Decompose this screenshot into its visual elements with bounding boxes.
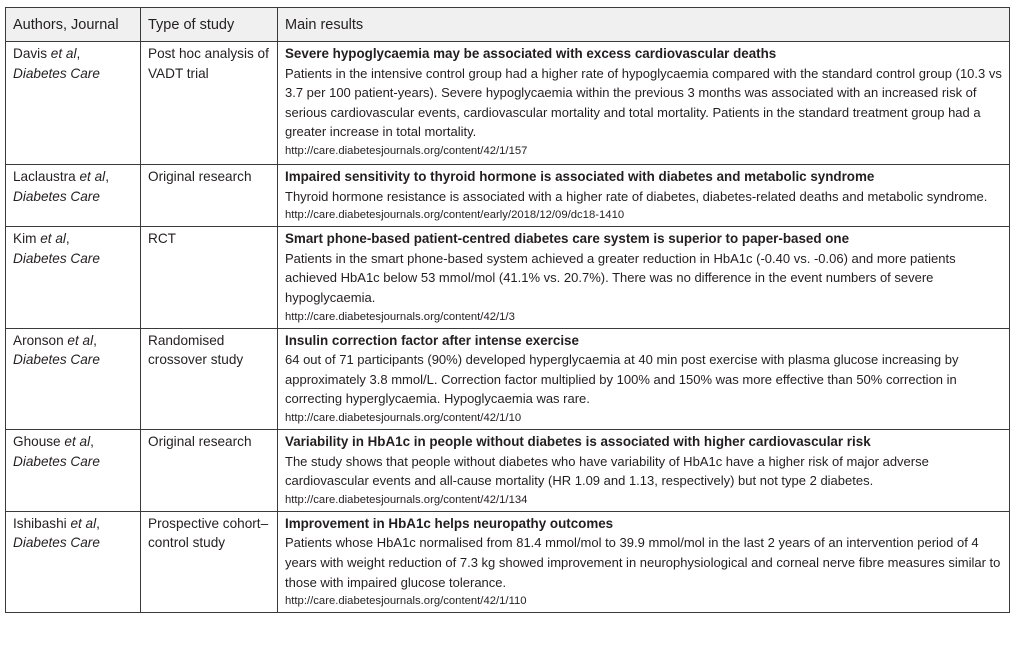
author-name: Ishibashi — [13, 515, 67, 531]
study-type: RCT — [141, 227, 278, 328]
result-description: Patients in the smart phone-based system achieved a greater reduction in HbA1c (-0.40 vs. -0.06) and more patients achieved HbA1c below 53 mmol/mol (41.1% vs. 20.7%). There was no difference in the event numbers of severe hypoglycaemia. — [285, 250, 956, 305]
journal-name: Diabetes Care — [13, 352, 100, 368]
result-link[interactable]: http://care.diabetesjournals.org/content/42/1/10 — [285, 411, 522, 424]
author-cell: Kim et al, Diabetes Care — [6, 227, 141, 328]
author-etal: et al — [67, 332, 94, 348]
result-cell — [278, 227, 1010, 328]
result-title: Improvement in HbA1c helps neuropathy outcomes — [285, 515, 614, 531]
author-name: Laclaustra — [13, 169, 76, 184]
author-cell: Aronson et al, Diabetes Care — [6, 328, 141, 429]
result-link[interactable]: http://care.diabetesjournals.org/content/early/2018/12/09/dc18-1410 — [285, 209, 625, 222]
author-etal: et al — [40, 231, 66, 247]
author-cell: Ghouse et al, Diabetes Care — [6, 429, 141, 511]
result-cell — [278, 165, 1010, 227]
author-name: Davis — [13, 46, 47, 61]
table-row — [6, 165, 1010, 227]
study-type: Randomised crossover study — [141, 328, 278, 429]
study-type: Prospective cohort–control study — [141, 511, 278, 612]
table-row — [6, 42, 1010, 165]
author-name: Ghouse — [13, 433, 61, 449]
journal-name: Diabetes Care — [13, 65, 100, 81]
header-type: Type of study — [141, 8, 278, 42]
table-row — [6, 328, 1010, 429]
result-cell — [278, 42, 1010, 165]
journal-name: Diabetes Care — [13, 250, 100, 266]
journal-name: Diabetes Care — [13, 535, 100, 551]
result-cell — [278, 511, 1010, 612]
table-row — [6, 511, 1010, 612]
study-type: Original research — [141, 429, 278, 511]
journal-name: Diabetes Care — [13, 188, 100, 204]
result-link[interactable]: http://care.diabetesjournals.org/content/42/1/134 — [285, 493, 528, 506]
result-description: Thyroid hormone resistance is associated with a higher rate of diabetes, diabetes-related deaths and metabolic syndrome. — [285, 188, 988, 204]
result-title: Impaired sensitivity to thyroid hormone is associated with diabetes and metabolic syndrome — [285, 169, 875, 184]
author-etal: et al — [50, 46, 77, 61]
author-cell: Laclaustra et al, Diabetes Care — [6, 165, 141, 227]
header-results: Main results — [278, 8, 1010, 42]
result-title: Severe hypoglycaemia may be associated with excess cardiovascular deaths — [285, 46, 777, 61]
journal-name: Diabetes Care — [13, 453, 100, 469]
result-description: Patients in the intensive control group had a higher rate of hypoglycaemia compared with the standard control group (10.3 vs 3.7 per 100 patient-years). Severe hypoglycaemia within the previous 3 months was associated with an increased risk of serious cardiovascular events, cardiovascular mortality and total mortality. Patients in the standard treatment group had a greater increase in total mortality. — [285, 65, 1002, 140]
result-link[interactable]: http://care.diabetesjournals.org/content/42/1/3 — [285, 310, 515, 323]
result-cell — [278, 429, 1010, 511]
study-type: Post hoc analysis of VADT trial — [141, 42, 278, 165]
study-type: Original research — [141, 165, 278, 227]
result-title: Smart phone-based patient-centred diabetes care system is superior to paper-based one — [285, 231, 850, 247]
author-name: Kim — [13, 231, 37, 247]
header-authors: Authors, Journal — [6, 8, 141, 42]
author-cell: Ishibashi et al, Diabetes Care — [6, 511, 141, 612]
result-title: Insulin correction factor after intense exercise — [285, 332, 579, 348]
result-description: 64 out of 71 participants (90%) developed hyperglycaemia at 40 min post exercise with plasma glucose increasing by approximately 3.8 mmol/L. Correction factor multiplied by 100% and 150% was more effective than 50% correction in correcting hyperglycaemia. Hypoglycaemia was rare. — [285, 352, 959, 407]
table-row — [6, 429, 1010, 511]
results-table — [5, 7, 1010, 613]
author-etal: et al — [64, 433, 91, 449]
table-row — [6, 227, 1010, 328]
author-cell: Davis et al, Diabetes Care — [6, 42, 141, 165]
author-etal: et al — [79, 169, 106, 184]
author-etal: et al — [70, 515, 97, 531]
result-title: Variability in HbA1c in people without diabetes is associated with higher cardiovascular risk — [285, 433, 871, 449]
result-link[interactable]: http://care.diabetesjournals.org/content/42/1/110 — [285, 595, 527, 608]
author-name: Aronson — [13, 332, 64, 348]
header-row — [6, 8, 1010, 42]
result-cell — [278, 328, 1010, 429]
result-link[interactable]: http://care.diabetesjournals.org/content/42/1/157 — [285, 144, 528, 157]
result-description: The study shows that people without diabetes who have variability of HbA1c have a higher risk of major adverse cardiovascular events and all-cause mortality (HR 1.09 and 1.13, respectively) but not type 2 diabetes. — [285, 453, 929, 489]
result-description: Patients whose HbA1c normalised from 81.4 mmol/mol to 39.9 mmol/mol in the last 2 years of an intervention period of 4 years with weight reduction of 7.3 kg showed improvement in neurophysiological and corneal nerve fibre measures similar to those with impaired glucose tolerance. — [285, 535, 1001, 590]
